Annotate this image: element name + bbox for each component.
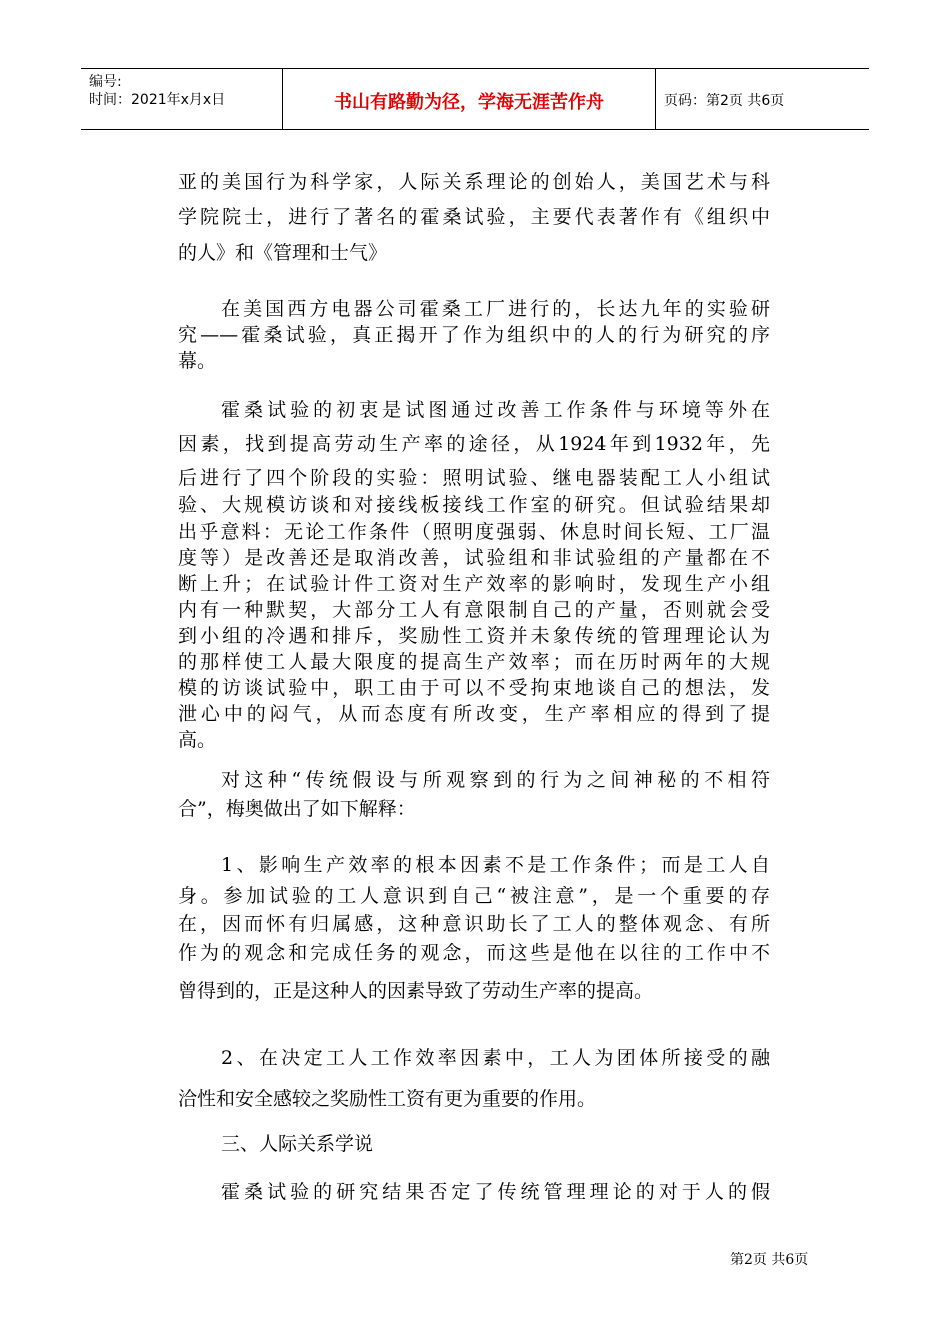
body-line: 断上升；在试验计件工资对生产效率的影响时，发现生产小组 [178,573,770,595]
body-line: 后进行了四个阶段的实验：照明试验、继电器装配工人小组试 [178,467,770,489]
body-line: 验、大规模访谈和对接线板接线工作室的研究。但试验结果却 [178,494,770,516]
body-line: 1、影响生产效率的根本因素不是工作条件；而是工人自 [221,854,770,876]
body-line: 度等）是改善还是取消改善，试验组和非试验组的产量都在不 [178,547,770,569]
body-line: 2、在决定工人工作效率因素中，工人为团体所接受的融 [221,1047,770,1069]
document-date-label: 时间：2021年x月x日 [89,92,226,108]
page-header [81,68,869,130]
body-line: 在，因而怀有归属感，这种意识助长了工人的整体观念、有所 [178,913,770,935]
body-line: 的人》和《管理和士气》 [178,242,388,264]
body-line: 泄心中的闷气，从而态度有所改变，生产率相应的得到了提 [178,703,770,725]
body-line: 的那样使工人最大限度的提高生产效率；而在历时两年的大规 [178,651,770,673]
header-motto: 书山有路勤为径，学海无涯苦作舟 [334,92,604,113]
body-line: 曾得到的，正是这种人的因素导致了劳动生产率的提高。 [178,980,654,1002]
body-line: 模的访谈试验中，职工由于可以不受拘束地谈自己的想法，发 [178,677,770,699]
body-line: 出乎意料：无论工作条件（照明度强弱、休息时间长短、工厂温 [178,521,770,543]
body-line: 究——霍桑试验，真正揭开了作为组织中的人的行为研究的序 [178,324,770,346]
body-line: 霍桑试验的初衷是试图通过改善工作条件与环境等外在 [221,399,770,421]
body-line: 幕。 [178,350,217,372]
header-meta-cell [81,69,282,129]
document-number-label: 编号: [89,74,122,90]
body-line: 到小组的冷遇和排斥，奖励性工资并未象传统的管理理论认为 [178,625,770,647]
header-page-info: 页码：第2页 共6页 [664,93,785,109]
body-line: 在美国西方电器公司霍桑工厂进行的，长达九年的实验研 [221,298,770,320]
header-motto-cell [282,69,656,129]
body-line: 亚的美国行为科学家，人际关系理论的创始人，美国艺术与科 [178,171,770,193]
body-line: 合”，梅奥做出了如下解释： [178,798,416,820]
body-line: 高。 [178,729,217,751]
body-line: 霍桑试验的研究结果否定了传统管理理论的对于人的假 [221,1181,770,1203]
body-line: 洽性和安全感较之奖励性工资有更为重要的作用。 [178,1088,597,1110]
body-line: 学院院士，进行了著名的霍桑试验，主要代表著作有《组织中 [178,206,770,228]
body-line: 对这种“传统假设与所观察到的行为之间神秘的不相符 [221,769,770,791]
body-line: 因素，找到提高劳动生产率的途径，从1924年到1932年，先 [178,433,770,455]
header-page-cell [655,69,869,129]
section-heading: 三、人际关系学说 [221,1133,374,1155]
body-line: 身。参加试验的工人意识到自己“被注意”，是一个重要的存 [178,885,770,907]
body-line: 作为的观念和完成任务的观念，而这些是他在以往的工作中不 [178,942,770,964]
body-line: 内有一种默契，大部分工人有意限制自己的产量，否则就会受 [178,599,770,621]
page-footer: 第2页 共6页 [730,1252,809,1268]
